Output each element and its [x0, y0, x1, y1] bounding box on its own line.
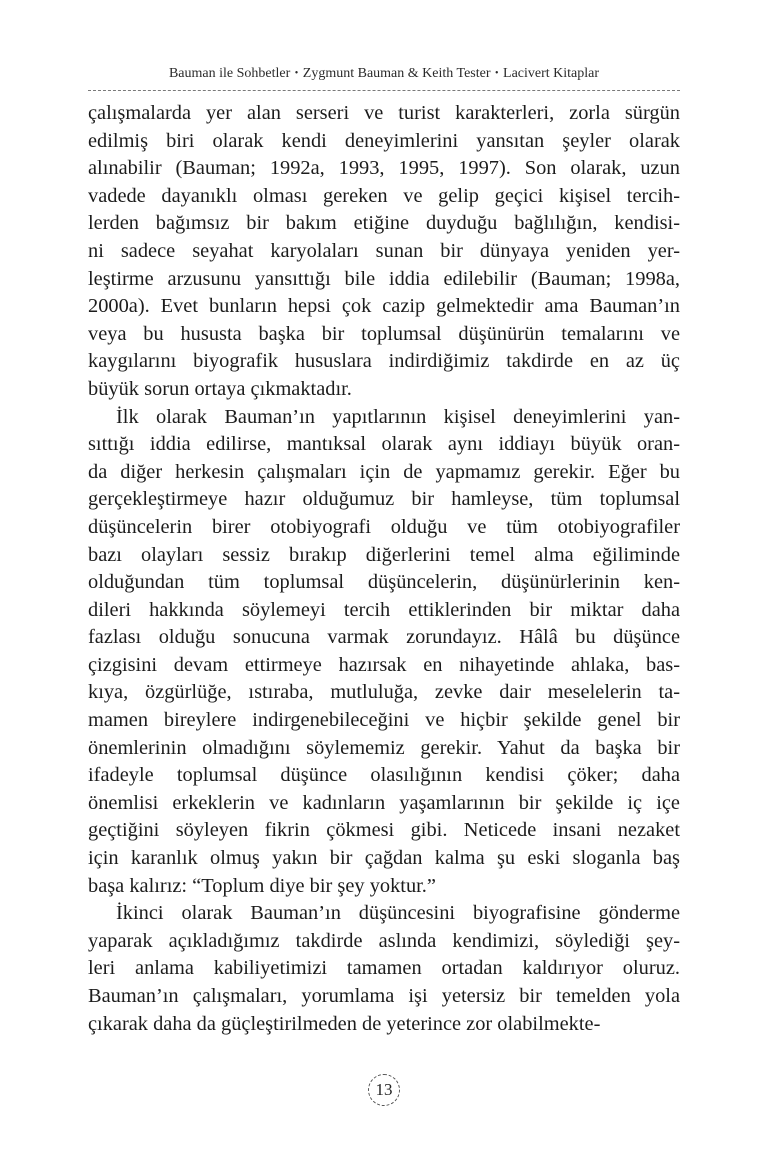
text-line: lerden bağımsız bir bakım etiğine duyduğu bağlılığın, kendisi- [88, 212, 680, 235]
text-line: dileri hakkında söylemeyi tercih ettiklerinden bir miktar daha [88, 598, 680, 621]
header-publisher: Lacivert Kitaplar [503, 66, 600, 81]
text-line: sıttığı iddia edilirse, mantıksal olarak aynı iddiayı büyük oran- [88, 433, 680, 456]
header-authors: Zygmunt Bauman & Keith Tester [302, 66, 491, 81]
text-line: veya bu hususta başka bir toplumsal düşünürün temalarını ve [88, 322, 680, 345]
paragraph [88, 100, 680, 404]
text-line: kaygılarını biyografik hususlara indirdiğimiz takdirde en az üç [88, 350, 680, 373]
page-number: 13 [368, 1074, 400, 1106]
text-line: yaparak açıkladığımız takdirde aslında kendimizi, söylediği şey- [88, 929, 680, 952]
text-line: edilmiş biri olarak kendi deneyimlerini yansıtan şeyler olarak [88, 129, 680, 152]
body-text [88, 100, 680, 1038]
text-line: leştirme arzusunu yansıttığı bile iddia edilebilir (Bauman; 1998a, [88, 267, 680, 290]
text-line: kıya, özgürlüğe, ıstıraba, mutluluğa, zevke dair meselelerin ta- [88, 681, 680, 704]
header-separator: • [495, 68, 499, 79]
running-header [88, 66, 680, 82]
text-line: Bauman’ın çalışmaları, yorumlama işi yetersiz bir temelden yola [88, 985, 680, 1007]
text-line: geçtiğini söyleyen fikrin çökmesi gibi. Neticede insani nezaket [88, 819, 680, 842]
header-separator: • [294, 68, 299, 79]
text-line: alınabilir (Bauman; 1992a, 1993, 1995, 1997). Son olarak, uzun [88, 157, 680, 180]
text-line: mamen bireylere indirgenebileceğini ve hiçbir şekilde genel bir [88, 709, 680, 732]
text-line: İkinci olarak Bauman’ın düşüncesini biyografisine gönderme [116, 902, 680, 925]
text-line: düşüncelerin birer otobiyografi olduğu ve tüm otobiyografiler [88, 515, 680, 538]
text-line: İlk olarak Bauman’ın yapıtlarının kişisel deneyimlerini yan- [116, 405, 680, 428]
text-line: fazlası olduğu sonucuna varmak zorundayız. Hâlâ bu düşünce [88, 626, 680, 649]
text-line: gerçekleştirmeye hazır olduğumuz bir hamleyse, tüm toplumsal [88, 488, 680, 511]
text-line: 2000a). Evet bunların hepsi çok cazip gelmektedir ama Bauman’ın [88, 295, 680, 318]
text-line: çalışmalarda yer alan serseri ve turist karakterleri, zorla sürgün [88, 102, 680, 124]
paragraph [88, 404, 680, 901]
text-line: ifadeyle toplumsal düşünce olasılığının kendisi çöker; daha [88, 764, 680, 787]
text-line: vadede dayanıklı olması gereken ve gelip geçici kişisel tercih- [88, 184, 680, 207]
text-line: çıkarak daha da güçleştirilmeden de yeterince zor olabilmekte- [88, 1012, 601, 1035]
header-rule [88, 90, 680, 91]
text-line: önemlerinin olmadığını söylememiz gerekir. Yahut da başka bir [88, 736, 680, 759]
text-line: önemlisi erkeklerin ve kadınların yaşamlarının bir şekilde iç içe [88, 791, 680, 814]
text-line: leri anlama kabiliyetimizi tamamen ortadan kaldırıyor oluruz. [88, 957, 680, 980]
text-line: çizgisini devam ettirmeye hazırsak en nihayetinde ahlaka, bas- [88, 653, 680, 676]
text-line: ni sadece seyahat karyolaları sunan bir dünyaya yeniden yer- [88, 239, 680, 262]
text-line: bazı olayları sessiz bırakıp diğerlerini temel alma eğiliminde [88, 543, 680, 566]
text-line: olduğundan tüm toplumsal düşüncelerin, düşünürlerinin ken- [88, 571, 680, 594]
text-line: da diğer herkesin çalışmaları için de yapmamız gerekir. Eğer bu [88, 460, 680, 483]
paragraph [88, 900, 680, 1038]
text-line: büyük sorun ortaya çıkmaktadır. [88, 377, 352, 400]
text-line: için karanlık olmuş yakın bir çağdan kalma şu eski sloganla baş [88, 847, 680, 870]
text-line: başa kalırız: “Toplum diye bir şey yoktur.” [88, 874, 436, 897]
header-book-title: Bauman ile Sohbetler [168, 66, 291, 81]
